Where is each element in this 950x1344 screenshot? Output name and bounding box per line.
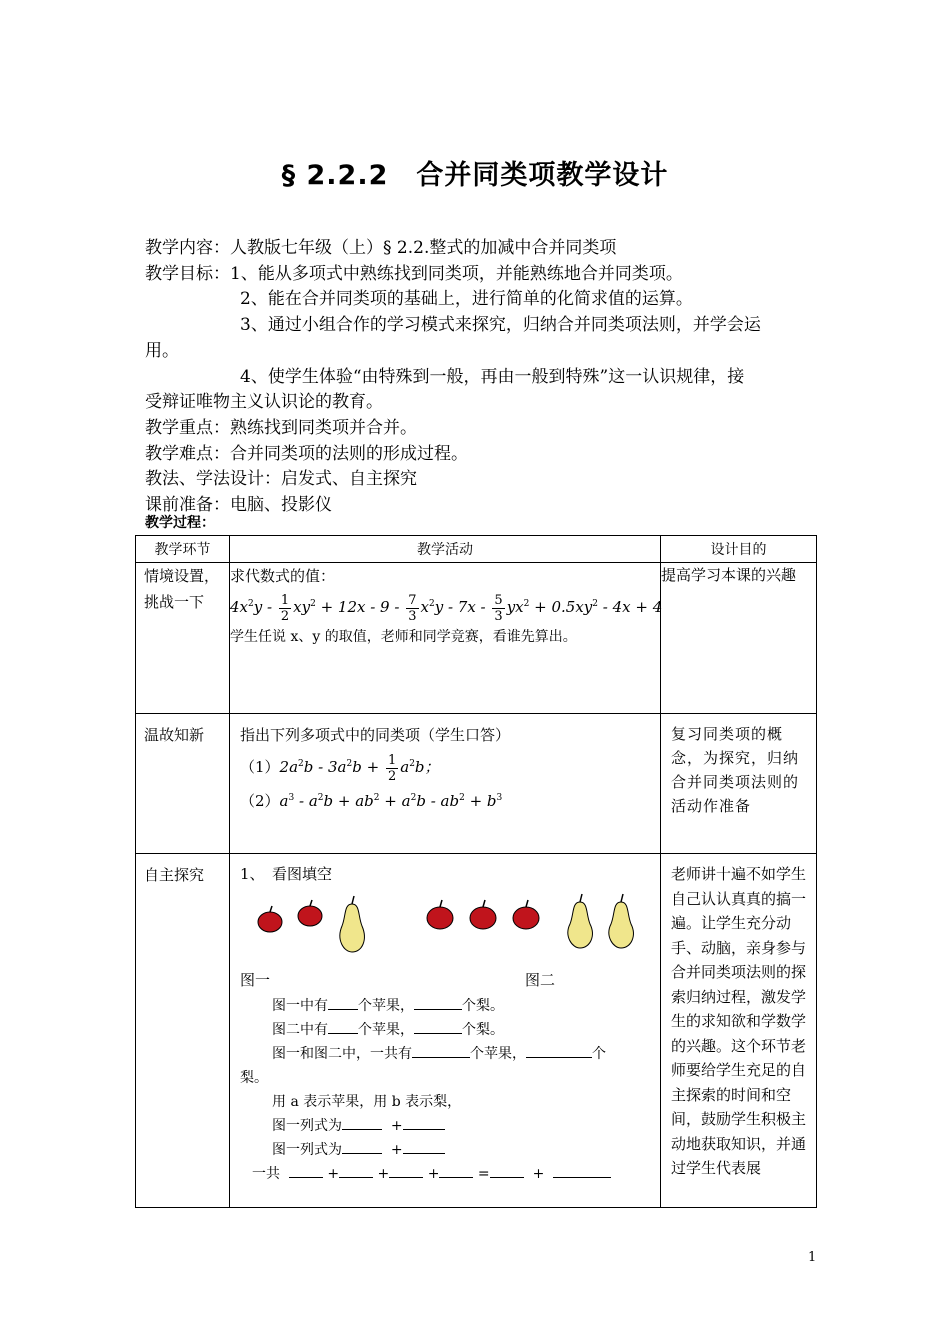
question-line: 一共 + + + = + [240, 1162, 650, 1186]
pear-icon [340, 896, 364, 952]
process-table [135, 535, 817, 1208]
key-point-line: 教学重点：熟练找到同类项并合并。 [145, 417, 417, 438]
question-line: 图一和图二中，一共有 个苹果， 个 [240, 1042, 650, 1066]
page-title: § 2.2.2 合并同类项教学设计 [281, 160, 669, 191]
goal-line-1: 教学目标：1、能从多项式中熟练找到同类项，并能熟练地合并同类项。 [145, 263, 683, 284]
figure-caption: 图一 [240, 971, 271, 989]
stage-label: 情境设置， [144, 567, 220, 585]
purpose-cell: 老师讲十遍不如学生自己认认真真的搞一遍。让学生充分动手、动脑，亲身参与合并同类项法则的探索归纳过程，激发学生的求知欲和学数学的兴趣。这个环节老师要给学生充足的自主探索的时间和空间，鼓励学生积极主动地获取知识，并通过学生代表展 [661, 854, 817, 1208]
stage-cell [136, 563, 230, 714]
header-stage: 教学环节 [136, 536, 230, 563]
goal-line-3: 3、通过小组合作的学习模式来探究，归纳合并同类项法则，并学会运 [240, 315, 761, 336]
question-line: 图一列式为 + [240, 1138, 650, 1162]
goal-line-3-cont: 用。 [145, 340, 179, 361]
lesson-meta [145, 236, 815, 519]
activity-cell [230, 714, 661, 854]
apple-icon [513, 900, 539, 929]
activity-cell [230, 854, 661, 1208]
stage-cell: 自主探究 [136, 854, 230, 1208]
activity-cell [230, 563, 661, 714]
math-expression: $(2)a^3 - a^2b + ab^2 + a^2b - ab^2 + b^3$ [240, 791, 503, 810]
table-row [136, 714, 817, 854]
header-activity: 教学活动 [230, 536, 661, 563]
stage-cell: 温故知新 [136, 714, 230, 854]
difficulty-line: 教学难点：合并同类项的法则的形成过程。 [145, 443, 468, 464]
goal-line-2: 2、能在合并同类项的基础上，进行简单的化简求值的运算。 [240, 289, 693, 310]
fruit-figures [240, 886, 650, 966]
figure-caption: 图二 [525, 971, 556, 989]
goal-line-4-cont: 受辩证唯物主义认识论的教育。 [145, 392, 383, 413]
math-expression: $(1)2a^2b - 3a^2b$ + $\frac{1}{2}$ $a^2b$； [240, 752, 440, 784]
question-line: 图一中有 个苹果， 个梨。 [240, 994, 650, 1018]
page-number: 1 [808, 1250, 817, 1265]
fruit-illustration [240, 886, 650, 966]
activity-text: 学生任说 x、y 的取值，老师和同学竞赛，看谁先算出。 [230, 628, 577, 645]
activity-heading: 1、 看图填空 [240, 865, 333, 883]
question-line: 梨。 [240, 1070, 268, 1086]
stage-label: 挑战一下 [144, 593, 205, 611]
activity-text: 指出下列多项式中的同类项（学生口答） [240, 726, 511, 744]
table-row [136, 854, 817, 1208]
table-row [136, 563, 817, 714]
apple-icon [427, 900, 453, 929]
question-line: 用 a 表示苹果，用 b 表示梨， [272, 1094, 462, 1110]
process-label: 教学过程： [145, 515, 215, 531]
question-line: 图二中有 个苹果， 个梨。 [240, 1018, 650, 1042]
purpose-cell: 提高学习本课的兴趣 [661, 563, 817, 714]
method-line: 教法、学法设计：启发式、自主探究 [145, 469, 417, 490]
prep-line: 课前准备：电脑、投影仪 [145, 495, 332, 516]
math-expression: $4x^2y$ - $\frac{1}{2}$ $xy^2 + 12x - 9$ - $\frac{7}{3}$ $x^2y - 7x$ - $\frac{5}{3}$ $yx^2 + 0.5xy^2 - 4x + 4$ [230, 592, 663, 624]
figure-captions [240, 968, 650, 994]
activity-text: 求代数式的值： [230, 567, 336, 585]
pear-icon [568, 894, 592, 948]
pear-icon [609, 894, 633, 948]
goal-line-4: 4、使学生体验“由特殊到一般，再由一般到特殊”这一认识规律，接 [240, 366, 745, 387]
question-line: 图一列式为 + [240, 1114, 650, 1138]
content-line: 教学内容：人教版七年级（上）§ 2.2.整式的加减中合并同类项 [145, 238, 617, 258]
apple-icon [470, 900, 496, 929]
apple-icon [298, 900, 322, 926]
apple-icon [258, 906, 282, 932]
purpose-cell: 复习同类项的概念，为探究，归纳合并同类项法则的活动作准备 [661, 714, 817, 854]
header-purpose: 设计目的 [661, 536, 817, 563]
table-header-row [136, 536, 817, 563]
